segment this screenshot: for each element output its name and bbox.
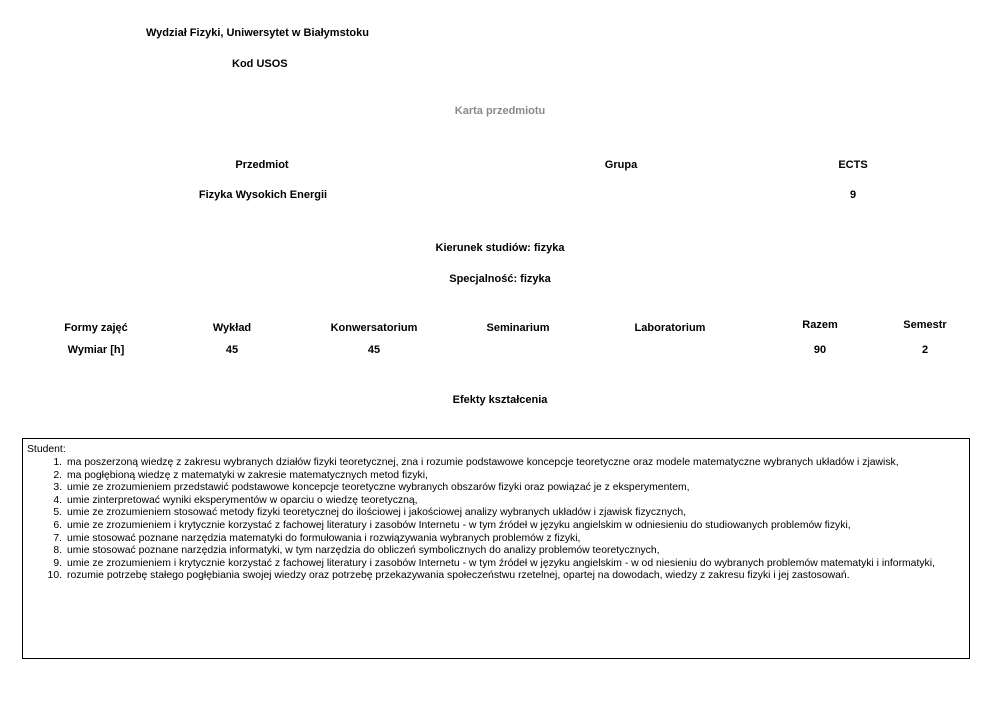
list-item-text: umie stosować poznane narzędzia matematyki do formułowania i rozwiązywania wybranych problemów z fizyki, [67, 532, 581, 544]
conversatorium-hours: 45 [367, 344, 381, 356]
list-item-text: rozumie potrzebę stałego pogłębiania swojej wiedzy oraz potrzebę przekazywania społeczeństwu rzetelnej, opartej na dowodach, wiedzy z zakresu fizyki i jej zastosowań. [67, 570, 850, 582]
list-item [23, 558, 963, 571]
ects-label: ECTS [838, 159, 868, 171]
laboratory-header: Laboratorium [634, 322, 706, 334]
list-item-text: umie ze zrozumieniem i krytycznie korzystać z fachowej literatury i zasobów Internetu - w tym źródeł w języku angielskim w odniesieniu do studiowanych problemów fizyki, [67, 519, 851, 531]
list-item-number: 4. [53, 494, 62, 506]
seminar-header: Seminarium [486, 322, 550, 334]
list-item [23, 457, 963, 470]
outcomes-title: Efekty kształcenia [452, 394, 548, 406]
list-item [23, 495, 963, 508]
student-intro: Student: [27, 444, 66, 455]
semester-value: 2 [921, 344, 929, 356]
list-item-number: 1. [53, 457, 62, 468]
list-item-number: 3. [53, 482, 62, 494]
usos-code-label: Kod USOS [232, 58, 288, 70]
list-item-number: 6. [53, 519, 62, 531]
faculty-name: Wydział Fizyki, Uniwersytet w Białymstoku [146, 27, 369, 39]
list-item-text: umie stosować poznane narzędzia informatyki, w tym narzędzia do obliczeń symbolicznych do analizy problemów teoretycznych, [67, 545, 660, 557]
subject-name: Fizyka Wysokich Energii [198, 189, 328, 201]
list-item-number: 10. [47, 570, 62, 582]
list-item [23, 533, 963, 546]
list-item-text: umie ze zrozumieniem i krytycznie korzystać z fachowej literatury i zasobów Internetu - w tym źródeł w języku angielskim - w od niesieniu do wybranych problemów matematyki i informatyki, [67, 557, 935, 569]
total-hours: 90 [813, 344, 827, 356]
total-header: Razem [802, 319, 838, 331]
subject-label: Przedmiot [235, 159, 289, 171]
list-item [23, 545, 963, 558]
semester-header: Semestr [903, 319, 947, 331]
list-item-number: 5. [53, 507, 62, 519]
list-item-text: ma poszerzoną wiedzę z zakresu wybranych działów fizyki teoretycznej, zna i rozumie podstawowe koncepcje teoretyczne oraz modele matematyczne wybranych układów i zjawisk, [67, 457, 899, 468]
study-specialty: Specjalność: fizyka [449, 273, 551, 285]
list-item-number: 2. [53, 469, 62, 481]
conversatorium-header: Konwersatorium [330, 322, 418, 334]
list-item-number: 9. [53, 557, 62, 569]
group-label: Grupa [604, 159, 638, 171]
list-item [23, 570, 963, 583]
list-item-text: umie zinterpretować wyniki eksperymentów w oparciu o wiedzę teoretyczną, [67, 494, 418, 506]
lecture-hours: 45 [225, 344, 239, 356]
hours-row-label: Wymiar [h] [67, 344, 125, 356]
list-item-text: umie ze zrozumieniem stosować metody fizyki teoretycznej do ilościowej i jakościowej analizy wybranych układów i zjawisk fizycznych, [67, 507, 687, 519]
ects-value: 9 [849, 189, 857, 201]
list-item [23, 482, 963, 495]
outcomes-list [23, 457, 963, 583]
list-item [23, 470, 963, 483]
outcomes-box [22, 438, 970, 659]
list-item [23, 507, 963, 520]
list-item-number: 7. [53, 532, 62, 544]
list-item-number: 8. [53, 545, 62, 557]
list-item-text: umie ze zrozumieniem przedstawić podstawowe koncepcje teoretyczne wybranych obszarów fizyki oraz powiązać je z eksperymentem, [67, 482, 690, 494]
lecture-header: Wykład [212, 322, 252, 334]
card-title: Karta przedmiotu [454, 105, 546, 117]
study-direction: Kierunek studiów: fizyka [435, 242, 565, 254]
list-item-text: ma pogłębioną wiedzę z matematyki w zakresie matematycznych metod fizyki, [67, 469, 428, 481]
list-item [23, 520, 963, 533]
forms-row-label: Formy zajęć [64, 322, 128, 334]
